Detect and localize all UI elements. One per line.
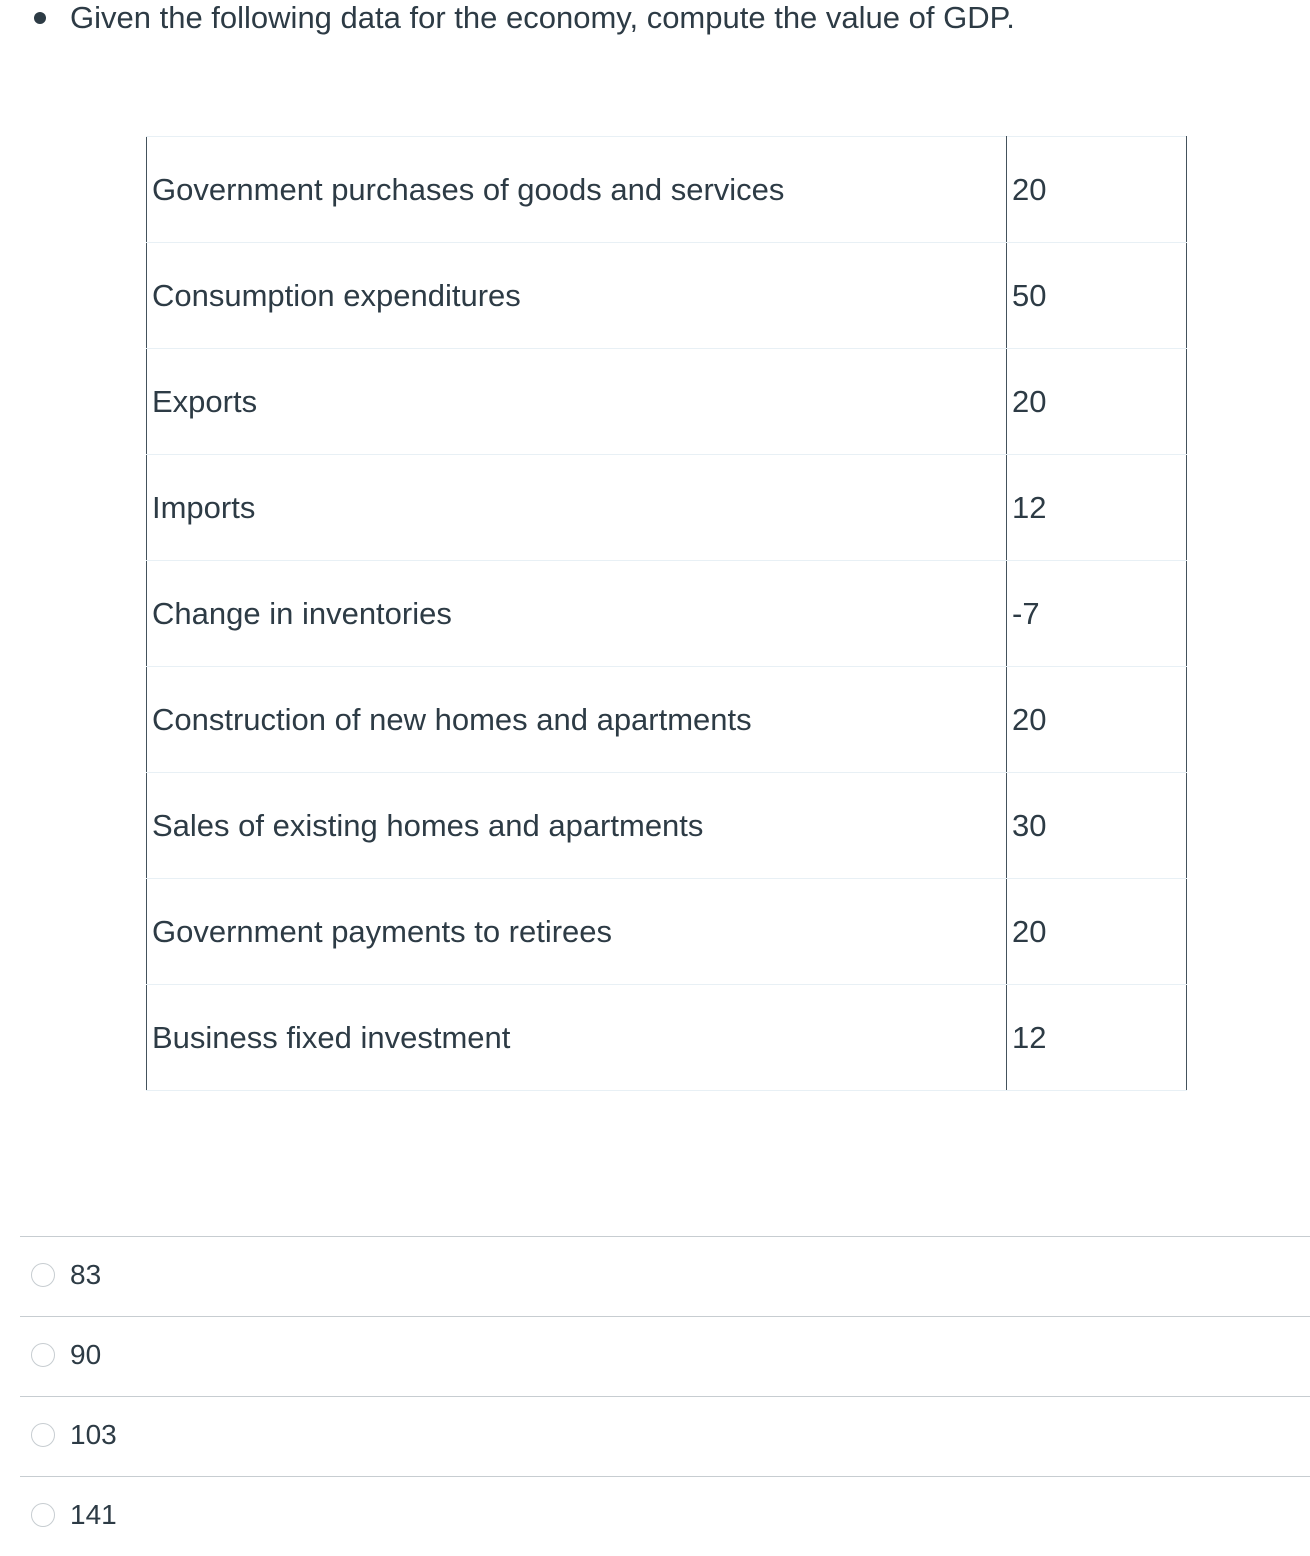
bullet-icon	[34, 12, 46, 24]
row-label: Exports	[147, 349, 1007, 455]
answer-option[interactable]	[20, 1476, 1310, 1556]
row-label: Sales of existing homes and apartments	[147, 773, 1007, 879]
row-value: 50	[1007, 243, 1187, 349]
row-label: Business fixed investment	[147, 985, 1007, 1091]
table-row	[147, 667, 1187, 773]
answer-label[interactable]: 83	[70, 1259, 102, 1290]
radio-button[interactable]	[31, 1343, 55, 1367]
row-label: Imports	[147, 455, 1007, 561]
question	[28, 0, 1015, 36]
row-value: -7	[1007, 561, 1187, 667]
table-row	[147, 243, 1187, 349]
answer-option[interactable]	[20, 1396, 1310, 1476]
radio-button[interactable]	[31, 1263, 55, 1287]
row-value: 20	[1007, 137, 1187, 243]
row-value: 20	[1007, 667, 1187, 773]
row-value: 12	[1007, 985, 1187, 1091]
row-value: 12	[1007, 455, 1187, 561]
table-row	[147, 773, 1187, 879]
answer-option[interactable]	[20, 1236, 1310, 1316]
row-label: Change in inventories	[147, 561, 1007, 667]
question-text: Given the following data for the economy, compute the value of GDP.	[70, 0, 1015, 35]
answer-label[interactable]: 90	[70, 1339, 102, 1370]
row-value: 20	[1007, 349, 1187, 455]
table-row	[147, 455, 1187, 561]
row-label: Construction of new homes and apartments	[147, 667, 1007, 773]
answer-list	[20, 1236, 1310, 1556]
table-row	[147, 561, 1187, 667]
row-value: 20	[1007, 879, 1187, 985]
table-row	[147, 137, 1187, 243]
row-label: Government purchases of goods and services	[147, 137, 1007, 243]
row-value: 30	[1007, 773, 1187, 879]
answer-label[interactable]: 141	[70, 1499, 117, 1530]
table-row	[147, 985, 1187, 1091]
data-table	[146, 136, 1187, 1091]
answer-label[interactable]: 103	[70, 1419, 117, 1450]
row-label: Government payments to retirees	[147, 879, 1007, 985]
answer-option[interactable]	[20, 1316, 1310, 1396]
radio-button[interactable]	[31, 1423, 55, 1447]
table-row	[147, 879, 1187, 985]
radio-button[interactable]	[31, 1503, 55, 1527]
row-label: Consumption expenditures	[147, 243, 1007, 349]
table-row	[147, 349, 1187, 455]
